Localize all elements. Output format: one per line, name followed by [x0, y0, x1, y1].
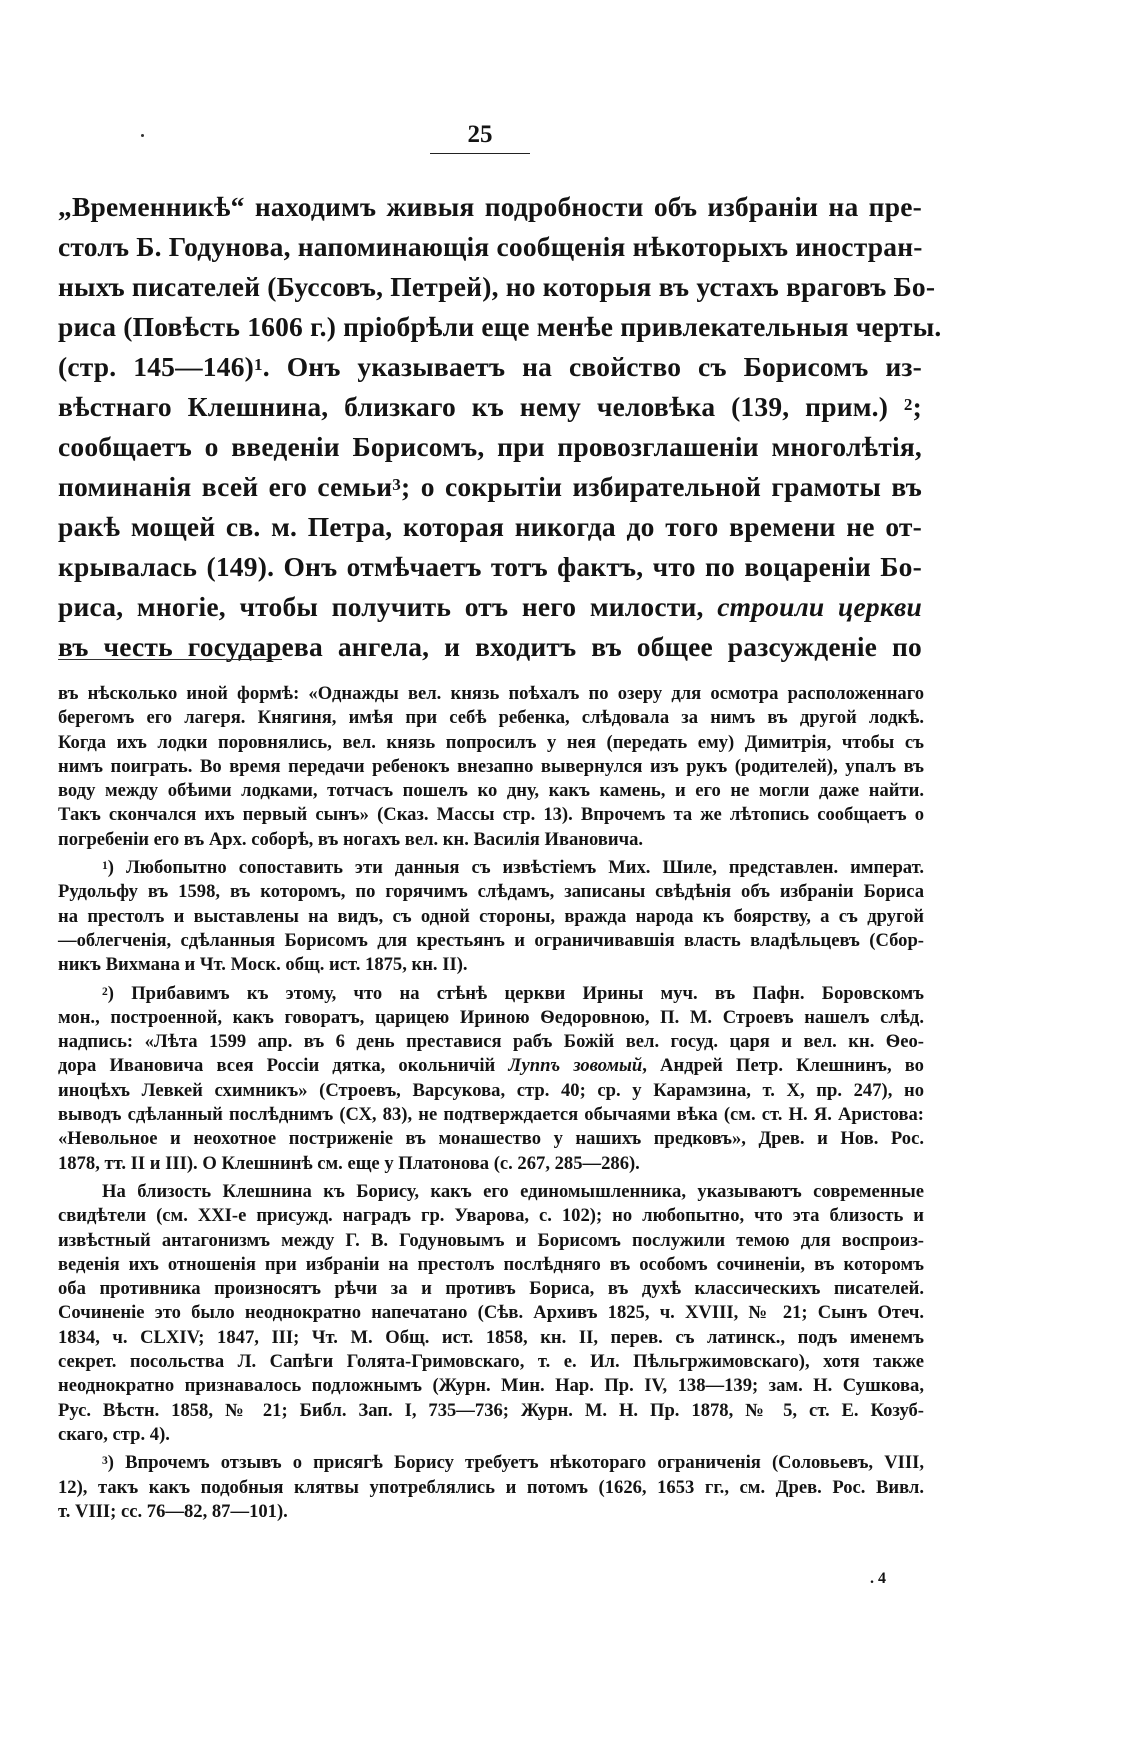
- footnote-line: въ нѣсколько иной формѣ: «Однажды вел. князь поѣхалъ по озеру для осмотра расположеннаго: [58, 683, 924, 704]
- text-line: столъ Б. Годунова, напоминающія сообщенія нѣкоторыхъ иностран-: [58, 231, 923, 262]
- text-line: [58, 387, 922, 427]
- footnote-continuation: [58, 682, 924, 852]
- text-line: риса (Повѣсть 1606 г.) пріобрѣли еще менѣе привлекательныя черты.: [58, 311, 942, 342]
- footnote-mark: 3: [102, 1455, 108, 1468]
- text-fragment: ; о сокрытіи избирательной грамоты въ: [400, 471, 923, 502]
- footnote-line: мон., построенной, какъ говоратъ, царицею Ириною Ѳедоровною, П. М. Строевъ нашелъ слѣд.: [58, 1006, 924, 1028]
- footnote-line: 1834, ч. CLXIV; 1847, III; Чт. М. Общ. ист. 1858, кн. II, перев. съ латинск., подъ именемъ: [58, 1326, 924, 1348]
- footnote-line: 12), такъ какъ подобныя клятвы употреблялись и потомъ (1626, 1653 гг., см. Древ. Рос. Вивл.: [58, 1476, 924, 1498]
- footnote-line: воду между обѣими лодками, тотчасъ пошелъ ко дну, какъ камень, и его не могли даже найти.: [58, 780, 924, 802]
- text-line: ныхъ писателей (Буссовъ, Петрей), но которыя въ устахъ враговъ Бо-: [58, 271, 936, 302]
- text-line: въ честь государева ангела, и входитъ въ общее разсужденіе по: [58, 631, 922, 662]
- text-fragment: риса, многіе, чтобы получить отъ него милости,: [58, 591, 704, 622]
- footnote-line: 1878, тт. II и III). О Клешнинѣ см. еще у Платонова (с. 267, 285—286).: [58, 1152, 640, 1174]
- footnote-line: секрет. посольства Л. Сапѣги Голята-Гримовскаго, т. е. Ил. Пѣльгржимовскаго), хотя также: [58, 1351, 924, 1373]
- footnote-line: иноцѣхъ Левкей схимникъ» (Строевъ, Варсукова, стр. 40; ср. у Карамзина, т. X, пр. 247), но: [58, 1079, 924, 1101]
- footnote-line: Такъ скончался ихъ первый сынъ» (Сказ. Массы стр. 13). Впрочемъ та же лѣтопись сообщаетъ о: [58, 804, 924, 826]
- footnote-line: Рус. Вѣстн. 1858, № 21; Библ. Зап. I, 735—736; Журн. М. Н. Пр. 1878, № 5, ст. Е. Козуб-: [58, 1399, 924, 1421]
- text-line: [58, 587, 922, 627]
- footnote-line: «Невольное и неохотное постриженіе въ монашество у нашихъ предковъ», Древ. и Нов. Рос.: [58, 1128, 924, 1150]
- footnote-mark: 2: [102, 985, 108, 998]
- text-fragment: ) Любопытно сопоставить эти данныя съ извѣстіемъ Мих. Шиле, представлен. императ.: [107, 857, 924, 879]
- text-fragment: ) Впрочемъ отзывъ о присягѣ Борису требуетъ нѣкотораго ограниченія (Соловьевъ, VIII,: [107, 1452, 924, 1474]
- footnote-3: [58, 1451, 924, 1524]
- footnote-line: берегомъ его лагеря. Княгиня, имѣя при себѣ ребенка, слѣдовала за нимъ въ другой лодкѣ.: [58, 707, 924, 729]
- main-body-text: [58, 187, 942, 667]
- text-fragment: (стр. 145—146): [58, 351, 255, 382]
- footnote-line: неоднократно признавалось подложнымъ (Журн. Мин. Нар. Пр. IV, 138—139; зам. Н. Сушкова,: [58, 1375, 924, 1397]
- footnote-ref: 2: [903, 395, 913, 414]
- text-line: крывалась (149). Онъ отмѣчаетъ тотъ фактъ, что по воцареніи Бо-: [58, 551, 922, 582]
- footnote-ref: 1: [254, 355, 263, 374]
- italic-fragment: Луппъ зовомый: [508, 1055, 643, 1077]
- footnote-ref: 3: [392, 475, 401, 494]
- footnote-line: [58, 1054, 924, 1078]
- footnote-line: оба противника произносятъ рѣчи за и противъ Бориса, въ духѣ классическихъ писателей.: [58, 1278, 924, 1300]
- text-line: [58, 347, 922, 387]
- text-fragment: дора Ивановича всея Россіи дятка, окольничій: [58, 1055, 496, 1077]
- footnote-line: —облегченія, сдѣланныя Борисомъ для крестьянъ и ограничивавшія власть владѣльцевъ (Сбор-: [58, 929, 924, 951]
- footnote-2-continued: [58, 1180, 924, 1447]
- footnote-line: на престолъ и выставлены на видъ, съ одной стороны, вражда народа къ боярству, а съ другой: [58, 905, 924, 927]
- footnote-line: Сочиненіе это было неоднократно напечатано (Сѣв. Архивъ 1825, ч. XVIII, № 21; Сынъ Отеч.: [58, 1302, 924, 1324]
- footnote-line: веденія ихъ отношенія при избраніи на престолъ послѣдняго въ особомъ сочиненіи, въ которомъ: [58, 1253, 924, 1275]
- text-fragment: ) Прибавимъ къ этому, что на стѣнѣ церкви Ирины муч. въ Пафн. Боровскомъ: [107, 982, 924, 1004]
- footnote-line: [58, 982, 924, 1006]
- text-fragment: ;: [912, 391, 922, 422]
- signature-mark: . 4: [870, 1570, 886, 1587]
- text-fragment: . Онъ указываетъ на свойство съ Борисомъ из-: [262, 351, 922, 382]
- footnote-line: [58, 1451, 924, 1475]
- text-line: [58, 467, 922, 507]
- text-fragment: , Андрей Петр. Клешнинъ, во: [642, 1055, 924, 1077]
- footnote-mark: 1: [102, 860, 108, 873]
- text-line: „Временникѣ“ находимъ живыя подробности объ избраніи на пре-: [58, 191, 922, 222]
- footnote-line: Когда ихъ лодки поровнялись, вел. князь попросилъ у нея (передать ему) Димитрія, чтобы съ: [58, 731, 924, 753]
- footnote-line: [58, 856, 924, 880]
- footnote-line: выводъ сдѣланный послѣднимъ (СХ, 83), не подтверждается обычаями вѣка (см. ст. Н. Я. Аристова:: [58, 1104, 924, 1126]
- footnote-line: т. VIII; сс. 76—82, 87—101).: [58, 1500, 288, 1522]
- text-fragment: поминанія всей его семьи: [58, 471, 393, 502]
- footnote-line: Рудольфу въ 1598, въ которомъ, по горячимъ слѣдамъ, записаны свѣдѣнія объ избраніи Бориса: [58, 881, 924, 903]
- footnote-line: надпись: «Лѣта 1599 апр. въ 6 день преставися рабъ Божій вел. госуд. царя и вел. кн. Ѳео-: [58, 1031, 924, 1053]
- footnote-separator: [58, 659, 282, 660]
- text-fragment: вѣстнаго Клешнина, близкаго къ нему человѣка (139, прим.): [58, 391, 889, 422]
- footnote-1: [58, 856, 924, 977]
- footnote-line: погребеніи его въ Арх. соборѣ, въ ногахъ вел. кн. Василія Ивановича.: [58, 828, 644, 850]
- footnote-2: [58, 982, 924, 1176]
- footnote-line: скаго, стр. 4).: [58, 1423, 170, 1445]
- text-line: сообщаетъ о введеніи Борисомъ, при провозглашеніи многолѣтія,: [58, 431, 922, 462]
- footnote-line: На близость Клешнина къ Борису, какъ его единомышленника, указываютъ современные: [102, 1180, 924, 1202]
- footnotes: [58, 682, 924, 1528]
- page-number: 25: [430, 120, 530, 154]
- footnote-line: нимъ поиграть. Во время передачи ребенокъ внезапно вывернулся изъ рукъ (родителей), упалъ въ: [58, 755, 924, 777]
- footnote-line: свидѣтели (см. XXI-е присужд. наградъ гр. Уварова, с. 102); но любопытно, что эта близость и: [58, 1205, 924, 1227]
- footnote-line: никъ Вихмана и Чт. Моск. общ. ист. 1875, кн. II).: [58, 954, 468, 976]
- page-dot-mark: [141, 134, 144, 137]
- text-line: ракѣ мощей св. м. Петра, которая никогда до того времени не от-: [58, 511, 922, 542]
- footnote-line: извѣстный антагонизмъ между Г. В. Годуновымъ и Борисомъ послужили темою для воспроиз-: [58, 1229, 924, 1251]
- italic-fragment: строили церкви: [717, 591, 923, 622]
